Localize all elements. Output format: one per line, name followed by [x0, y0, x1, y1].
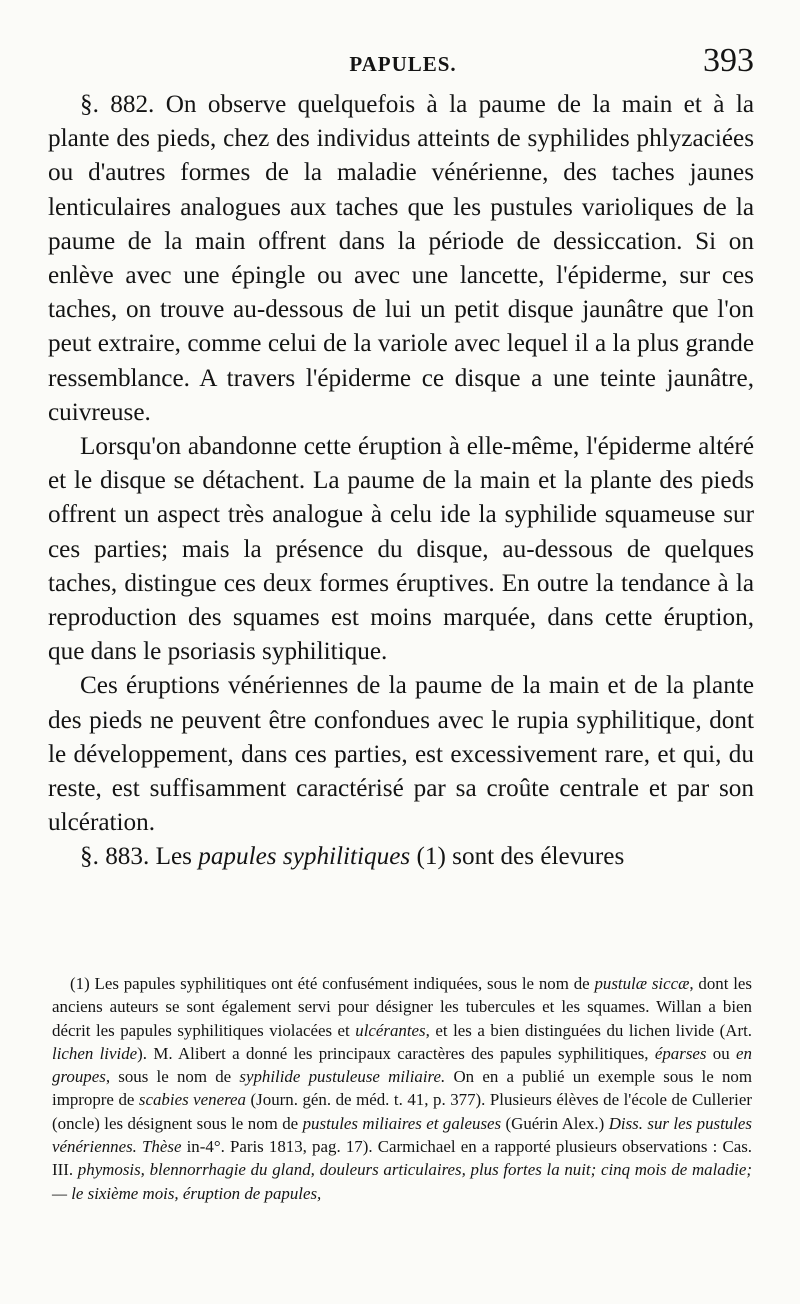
- footnote-text-q: (Guérin Alex.): [501, 1113, 609, 1133]
- footnote-italic-h: éparses: [654, 1043, 707, 1063]
- footnote-text-m: On en a publié un exemple sous le nom impropre de: [52, 1067, 752, 1110]
- footnote-italic-f: lichen livide: [52, 1043, 138, 1063]
- footnote-italic-p: pustules miliaires et galeuses: [302, 1113, 502, 1133]
- footnote-italic-l: syphilide pustuleuse miliaire.: [239, 1067, 446, 1087]
- paragraph-883-rest: (1) sont des élevures: [410, 843, 625, 871]
- footnote-text-a: (1) Les papules syphilitiques ont été confusément indiquées, sous le nom de: [70, 974, 595, 993]
- paragraph-883-italic: papules syphilitiques: [198, 843, 411, 871]
- footnote-text-c: , dont les anciens auteurs se sont également servi pour désigner les tubercules et les squames. Willan a bien décrit les papules syphilitiques violacées et: [52, 974, 752, 1040]
- footnote-text-o: (Journ. gén. de méd. t. 41, p. 377). Plusieurs élèves de l'école de Cullerier (oncle) les désignent sous le nom de: [52, 1090, 752, 1133]
- paragraph-883-lead: §. 883. Les: [80, 843, 199, 871]
- main-text: [48, 88, 754, 875]
- footnote-italic-r: Diss. sur les pustules vénériennes. Thèse: [52, 1113, 752, 1157]
- running-head: PAPULES.: [349, 52, 457, 76]
- paragraph-2: Lorsqu'on abandonne cette éruption à elle-même, l'épiderme altéré et le disque se détachent. La paume de la main et la plante des pieds offrent un aspect très analogue à celu ide la syphilide squameuse sur ces parties; mais la présence du disque, au-dessous de quelques taches, distingue ces deux formes éruptives. En outre la tendance à la reproduction des squames est moins marquée, dans cette éruption, que dans le psoriasis syphilitique.: [48, 433, 754, 666]
- footnote-text-s: in-4°. Paris 1813, pag. 17). Carmichael en a rapporté plusieurs observations : Cas. III.: [52, 1137, 753, 1180]
- footnote-italic-d: ulcérantes: [355, 1020, 426, 1040]
- footnote-text-k: , sous le nom de: [105, 1067, 240, 1087]
- footnote-block: [52, 972, 752, 1205]
- footnote-text-g: ). M. Alibert a donné les principaux caractères des papules syphilitiques,: [137, 1043, 655, 1063]
- paragraph-882: §. 882. On observe quelquefois à la paume de la main et à la plante des pieds, chez des individus atteints de syphilides phlyzaciées ou d'autres formes de la maladie vénérienne, des taches jaunes lenticulaires analogues aux taches que les pustules varioliques de la paume de la main offrent dans la période de dessiccation. Si on enlève avec une épingle ou avec une lancette, l'épiderme, sur ces taches, on trouve au-dessous de lui un petit disque jaunâtre que l'on peut extraire, comme celui de la variole avec lequel il a la plus grande ressemblance. A travers l'épiderme ce disque a une teinte jaunâtre, cuivreuse.: [48, 91, 754, 426]
- footnote-1: [52, 972, 752, 1205]
- footnote-italic-b: pustulæ siccæ: [594, 974, 690, 993]
- footnote-italic-n: scabies venerea: [138, 1090, 247, 1110]
- page-header: [52, 42, 754, 82]
- footnote-text-i: ou: [706, 1043, 737, 1063]
- footnote-text-e: , et les a bien distinguées du lichen livide (Art.: [425, 1020, 752, 1040]
- paragraph-883: [48, 840, 754, 874]
- footnote-italic-j: en groupes: [52, 1043, 752, 1087]
- page-number: 393: [703, 42, 754, 79]
- footnote-italic-t: phymosis, blennorrhagie du gland, douleurs articulaires, plus fortes la nuit; cinq mois de maladie; — le sixième mois, éruption de papules,: [52, 1160, 752, 1203]
- paragraph-3: Ces éruptions vénériennes de la paume de la main et de la plante des pieds ne peuvent être confondues avec le rupia syphilitique, dont le développement, dans ces parties, est excessivement rare, et qui, du reste, est suffisamment caractérisé par sa croûte centrale et par son ulcération.: [48, 672, 754, 837]
